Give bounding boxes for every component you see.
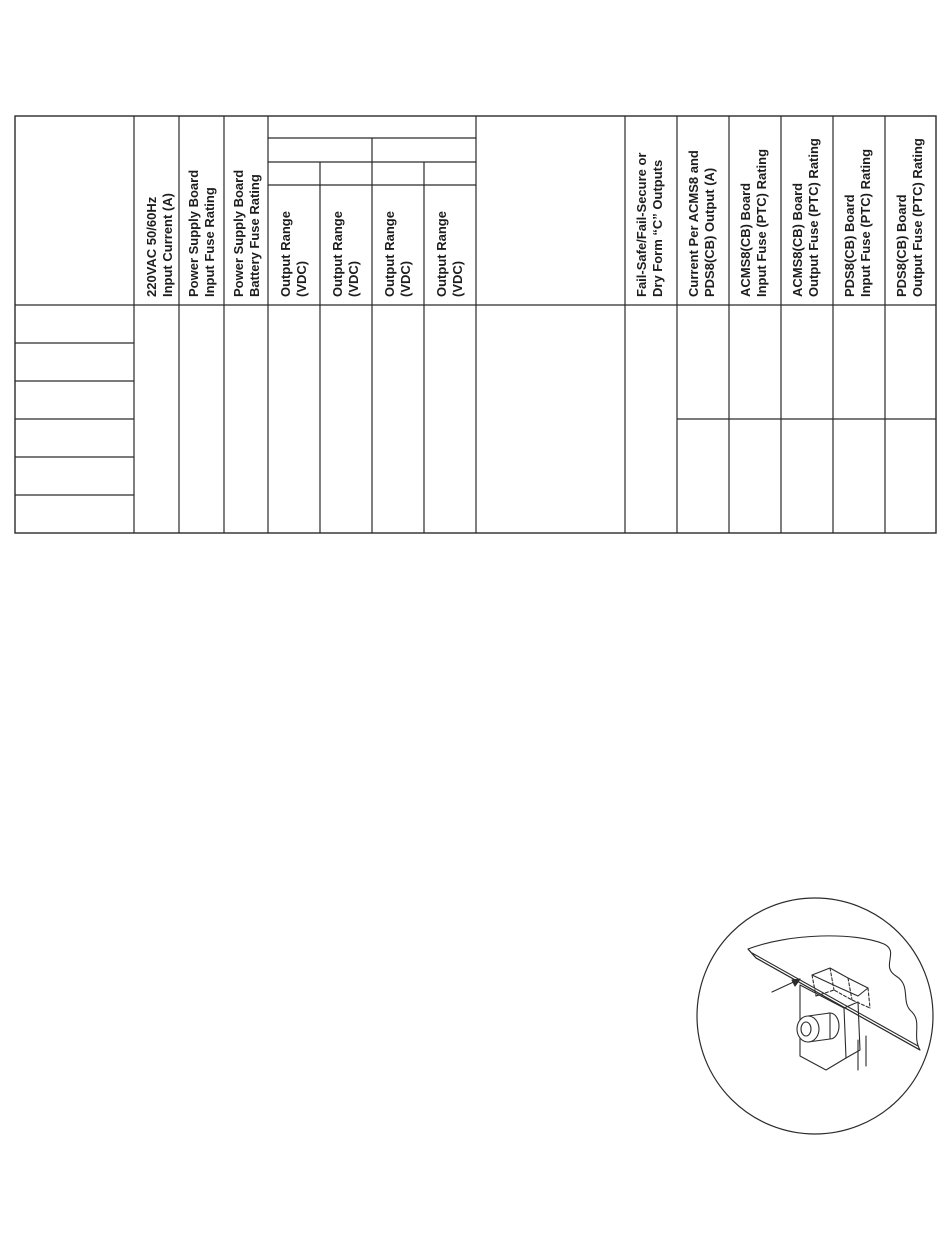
header-output-range-3: Output Range (VDC) xyxy=(382,211,413,297)
header-acms8-input-fuse: ACMS8(CB) Board Input Fuse (PTC) Rating xyxy=(738,148,769,297)
header-ps-input-fuse: Power Supply Board Input Fuse Rating xyxy=(186,169,217,297)
header-fail-safe-outputs: Fail-Safe/Fail-Secure or Dry Form “C” Outputs xyxy=(634,152,665,297)
header-pds8-output-fuse: PDS8(CB) Board Output Fuse (PTC) Rating xyxy=(894,138,925,297)
header-input-current: 220VAC 50/60Hz Input Current (A) xyxy=(144,193,175,297)
header-output-range-4: Output Range (VDC) xyxy=(434,211,465,297)
header-pds8-input-fuse: PDS8(CB) Board Input Fuse (PTC) Rating xyxy=(842,148,873,297)
spec-table xyxy=(15,116,936,533)
board-standoff-mounting-detail-icon xyxy=(697,898,933,1134)
header-ps-battery-fuse: Power Supply Board Battery Fuse Rating xyxy=(231,169,262,297)
header-output-range-1: Output Range (VDC) xyxy=(278,211,309,297)
header-output-range-2: Output Range (VDC) xyxy=(330,211,361,297)
table-header-row xyxy=(144,138,925,297)
header-current-per-output: Current Per ACMS8 and PDS8(CB) Output (A) xyxy=(686,150,717,297)
header-acms8-output-fuse: ACMS8(CB) Board Output Fuse (PTC) Rating xyxy=(790,138,821,297)
